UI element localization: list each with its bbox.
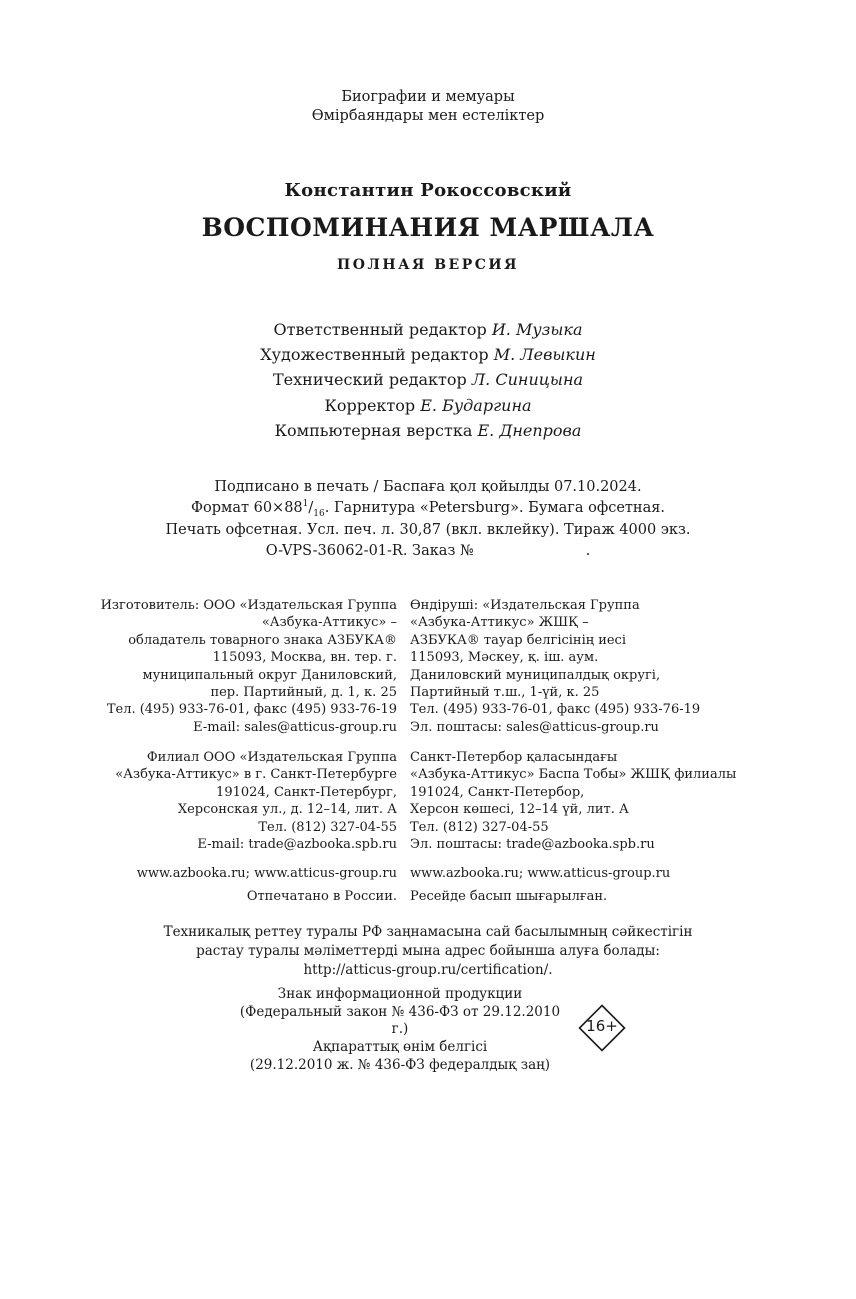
text-line: E-mail: trade@azbooka.spb.ru: [197, 837, 397, 853]
age-rating-badge: [578, 1004, 626, 1052]
genre-ru: Биографии и мемуары: [341, 89, 515, 105]
web-printed-kz: [410, 865, 670, 906]
text-line: (29.12.2010 ж. № 436-ФЗ федералдық заң): [249, 1056, 551, 1073]
order-end: .: [585, 542, 591, 559]
text-line: растау туралы мәліметтерді мына адрес бойынша алуға болады:: [196, 943, 660, 959]
text-line: «Азбука-Аттикус» –: [261, 615, 397, 631]
format-denominator: 16: [313, 509, 325, 520]
age-rating-label: 16+: [586, 1017, 618, 1035]
text-line: Херсонская ул., д. 12–14, лит. А: [177, 802, 397, 818]
credit-line: [0, 418, 856, 443]
signed-to-print: Подписано в печать / Баспаға қол қойылды 07.10.2024.: [214, 479, 642, 495]
credit-role: Ответственный редактор: [273, 320, 487, 339]
text-line: Даниловский муниципалдық округі,: [410, 667, 661, 683]
credit-person: И. Музыка: [491, 320, 583, 339]
credits-block: [0, 317, 856, 443]
info-product-sign: [230, 986, 570, 1075]
text-line: «Азбука-Аттикус» в г. Санкт-Петербурге: [115, 767, 397, 783]
manufacturer-ru: [101, 597, 397, 736]
credit-role: Компьютерная верстка: [274, 420, 473, 440]
format-numerator: 1: [302, 499, 309, 510]
text-line: Тел. (812) 327-04-55: [258, 819, 397, 835]
text-line: 191024, Санкт-Петербург,: [216, 784, 397, 800]
text-line: (Федеральный закон № 436-ФЗ от 29.12.2010 г.): [239, 1003, 561, 1038]
text-line: 191024, Санкт-Петербор,: [410, 784, 585, 800]
credit-person: Л. Синицына: [471, 370, 584, 390]
text-line: 115093, Москва, вн. тер. г.: [212, 650, 397, 666]
text-line: Партийный т.ш., 1-үй, к. 25: [410, 685, 600, 701]
printed-in: Ресейде басып шығарылған.: [410, 889, 608, 905]
author-name: Константин Рокоссовский: [284, 180, 572, 201]
text-line: Тел. (495) 933-76-01, факс (495) 933-76-19: [106, 702, 397, 718]
book-subtitle: ПОЛНАЯ ВЕРСИЯ: [337, 257, 519, 273]
printed-in: Отпечатано в России.: [246, 889, 397, 905]
text-line: «Азбука-Аттикус» Баспа Тобы» ЖШҚ филиалы: [410, 767, 737, 783]
web-printed-ru: [137, 865, 397, 906]
text-line: Өндіруші: «Издательская Группа: [410, 598, 640, 613]
branch-kz: [410, 749, 736, 853]
text-line: E-mail: sales@atticus-group.ru: [193, 719, 397, 735]
text-line: Изготовитель: ООО «Издательская Группа: [100, 598, 397, 613]
text-line: Тел. (495) 933-76-01, факс (495) 933-76-19: [410, 702, 701, 718]
print-details: [0, 477, 856, 562]
credit-line: [0, 393, 856, 418]
credit-role: Корректор: [324, 395, 416, 415]
format-prefix: Формат 60×88: [191, 500, 303, 517]
credit-line: [0, 367, 856, 392]
text-line: Техникалық реттеу туралы РФ заңнамасына сай басылымның сәйкестігін: [163, 924, 693, 940]
certification-note: [0, 923, 856, 980]
order-code: O-VPS-36062-01-R. Заказ №: [265, 542, 474, 559]
credit-line: [0, 317, 856, 342]
text-line: Санкт-Петербор қаласындағы: [410, 750, 618, 765]
text-line: Знак информационной продукции: [277, 986, 523, 1002]
text-line: Тел. (812) 327-04-55: [410, 819, 549, 835]
credit-role: Художественный редактор: [260, 345, 489, 365]
website-links: www.azbooka.ru; www.atticus-group.ru: [136, 866, 397, 881]
branch-ru: [115, 749, 397, 853]
credit-role: Технический редактор: [272, 370, 467, 390]
text-line: Ақпараттық өнім белгісі: [312, 1039, 488, 1056]
format-line: Формат $60\times 88^1/_{16}$. Гарнитура «Petersburg». Бумага офсетная.: [191, 499, 665, 520]
text-line: Эл. поштасы: trade@azbooka.spb.ru: [410, 837, 655, 853]
manufacturer-kz: [410, 597, 700, 736]
credit-line: [0, 342, 856, 367]
text-line: пер. Партийный, д. 1, к. 25: [210, 685, 397, 701]
text-line: Эл. поштасы: sales@atticus-group.ru: [410, 719, 659, 735]
genre-kz: Өмірбаяндары мен естеліктер: [311, 108, 545, 124]
website-links: www.azbooka.ru; www.atticus-group.ru: [410, 866, 671, 881]
certification-url: http://atticus-group.ru/certification/.: [303, 962, 553, 978]
credit-person: Е. Днепрова: [477, 420, 582, 440]
text-line: муниципальный округ Даниловский,: [142, 667, 397, 683]
text-line: Филиал ООО «Издательская Группа: [146, 750, 397, 765]
text-line: обладатель товарного знака АЗБУКА®: [128, 632, 397, 648]
order-line: [0, 541, 856, 562]
print-run-line: Печать офсетная. Усл. печ. л. 30,87 (вкл. вклейку). Тираж 4000 экз.: [165, 521, 691, 538]
text-line: Херсон көшесі, 12–14 үй, лит. А: [410, 802, 629, 818]
credit-person: Е. Бударгина: [420, 395, 532, 415]
text-line: «Азбука-Аттикус» ЖШҚ –: [410, 615, 589, 631]
book-title: ВОСПОМИНАНИЯ МАРШАЛА: [201, 213, 655, 242]
genre-block: [0, 88, 856, 126]
text-line: 115093, Мәскеу, қ. іш. аум.: [410, 650, 599, 666]
text-line: АЗБУКА® тауар белгісінің иесі: [410, 632, 626, 648]
format-rest: . Гарнитура «Petersburg». Бумага офсетная.: [324, 500, 665, 517]
credit-person: М. Левыкин: [493, 345, 596, 365]
